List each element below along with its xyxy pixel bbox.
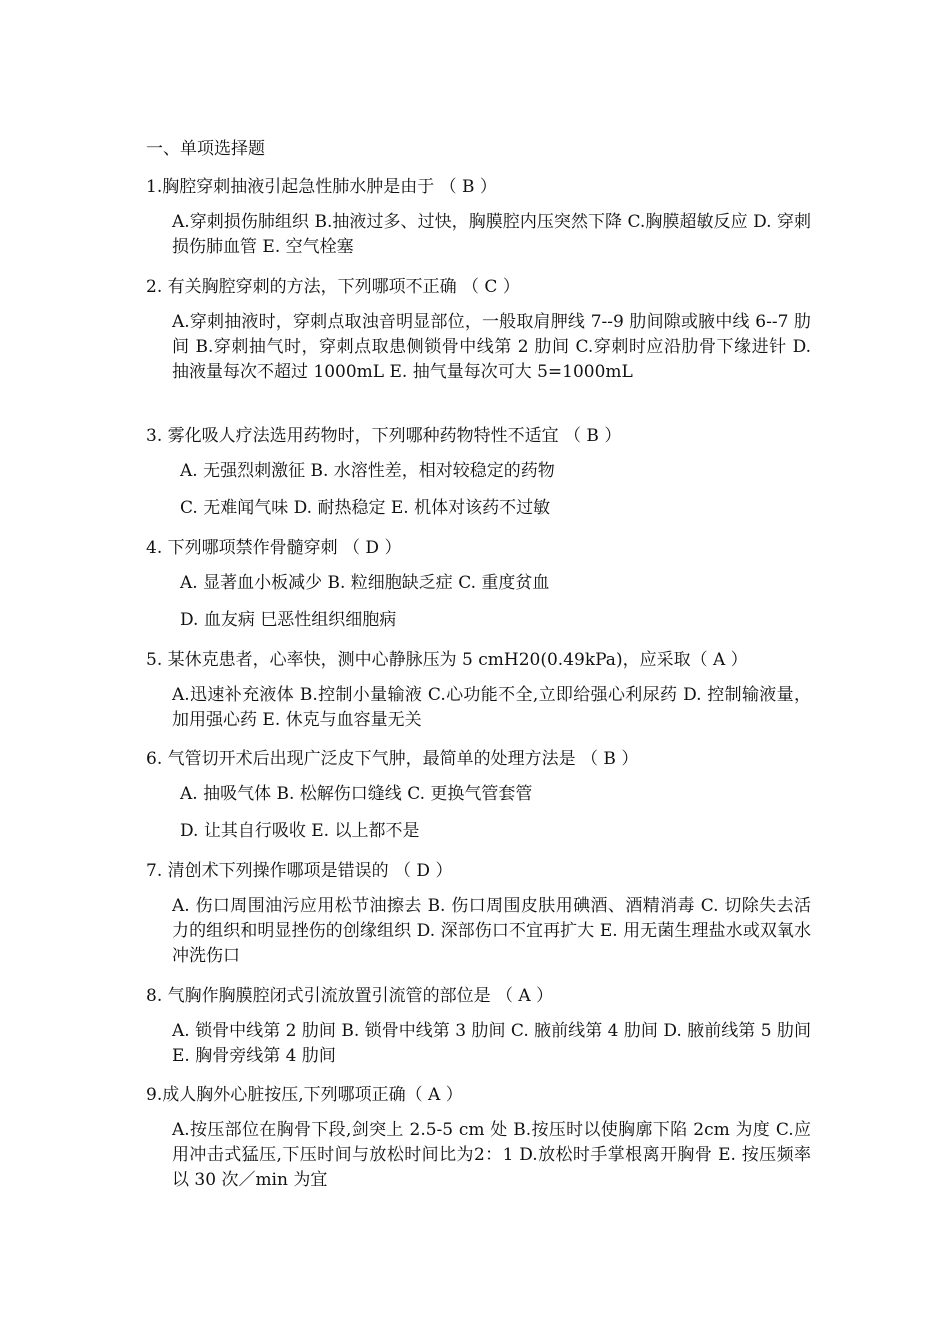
option-text: A.穿刺损伤肺组织 B.抽液过多、过快，胸膜腔内压突然下降 C.胸膜超敏反应 D. 穿刺损伤肺血管 E. 空气栓塞 bbox=[172, 212, 811, 257]
question-stem: 3. 雾化吸人疗法选用药物时，下列哪种药物特性不适宜 （ B ） bbox=[146, 426, 622, 446]
question-options bbox=[180, 459, 811, 521]
question-options bbox=[172, 1118, 811, 1193]
question-options bbox=[172, 210, 811, 260]
question-stem: 7. 清创术下列操作哪项是错误的 （ D ） bbox=[146, 861, 453, 881]
question-2 bbox=[146, 274, 811, 385]
option-text: A. 无强烈刺激征 B. 水溶性差，相对较稳定的药物 bbox=[180, 461, 555, 481]
question-1 bbox=[146, 174, 811, 260]
question-options bbox=[172, 310, 811, 385]
question-stem: 6. 气管切开术后出现广泛皮下气肿，最简单的处理方法是 （ B ） bbox=[146, 749, 639, 769]
option-text: A. 显著血小板减少 B. 粒细胞缺乏症 C. 重度贫血 bbox=[180, 573, 550, 593]
question-4 bbox=[146, 535, 811, 633]
question-stem: 5. 某休克患者，心率快，测中心静脉压为 5 cmH20(0.49kPa)，应采取（ A ） bbox=[146, 650, 748, 670]
option-text: A. 锁骨中线第 2 肋间 B. 锁骨中线第 3 肋间 C. 腋前线第 4 肋间 D. 腋前线第 5 肋间 E. 胸骨旁线第 4 肋间 bbox=[172, 1021, 811, 1066]
question-5 bbox=[146, 647, 811, 733]
question-9 bbox=[146, 1082, 811, 1193]
option-text: D. 让其自行吸收 E. 以上都不是 bbox=[180, 821, 420, 841]
question-stem: 9.成人胸外心脏按压,下列哪项正确（ A ） bbox=[146, 1085, 463, 1105]
option-text: A.穿刺抽液时，穿刺点取浊音明显部位，一般取肩胛线 7--9 肋间隙或腋中线 6--7 肋间 B.穿刺抽气时，穿刺点取患侧锁骨中线第 2 肋间 C.穿刺时应沿肋骨下缘进针 D. 抽液量每次不超过 1000mL E. 抽气量每次可大 5=1000mL bbox=[172, 312, 811, 382]
option-text: A.按压部位在胸骨下段,剑突上 2.5-5 cm 处 B.按压时以使胸廓下陷 2cm 为度 C.应用冲击式猛压,下压时间与放松时间比为2：1 D.放松时手掌根离开胸骨 E. 按压频率以 30 次／min 为宜 bbox=[172, 1120, 811, 1190]
question-6 bbox=[146, 746, 811, 844]
option-text: A. 抽吸气体 B. 松解伤口缝线 C. 更换气管套管 bbox=[180, 784, 533, 804]
question-options bbox=[180, 782, 811, 844]
option-text: A.迅速补充液体 B.控制小量输液 C.心功能不全,立即给强心利尿药 D. 控制输液量，加用强心药 E. 休克与血容量无关 bbox=[172, 685, 811, 730]
option-text: A. 伤口周围油污应用松节油擦去 B. 伤口周围皮肤用碘酒、酒精消毒 C. 切除失去活力的组织和明显挫伤的创缘组织 D. 深部伤口不宜再扩大 E. 用无菌生理盐水或双氧水冲洗伤口 bbox=[172, 896, 811, 966]
option-text: D. 血友病 巳恶性组织细胞病 bbox=[180, 610, 397, 630]
question-options bbox=[172, 894, 811, 969]
question-stem: 4. 下列哪项禁作骨髓穿刺 （ D ） bbox=[146, 538, 402, 558]
question-7 bbox=[146, 858, 811, 969]
question-stem: 1.胸腔穿刺抽液引起急性肺水肿是由于 （ B ） bbox=[146, 177, 497, 197]
question-options bbox=[180, 571, 811, 633]
question-stem: 8. 气胸作胸膜腔闭式引流放置引流管的部位是 （ A ） bbox=[146, 986, 554, 1006]
question-options bbox=[172, 683, 811, 733]
section-title: 一、单项选择题 bbox=[146, 139, 265, 159]
question-stem: 2. 有关胸腔穿刺的方法，下列哪项不正确 （ C ） bbox=[146, 277, 520, 297]
question-8 bbox=[146, 983, 811, 1069]
question-options bbox=[172, 1019, 811, 1069]
option-text: C. 无难闻气味 D. 耐热稳定 E. 机体对该药不过敏 bbox=[180, 498, 551, 518]
question-3 bbox=[146, 423, 811, 521]
